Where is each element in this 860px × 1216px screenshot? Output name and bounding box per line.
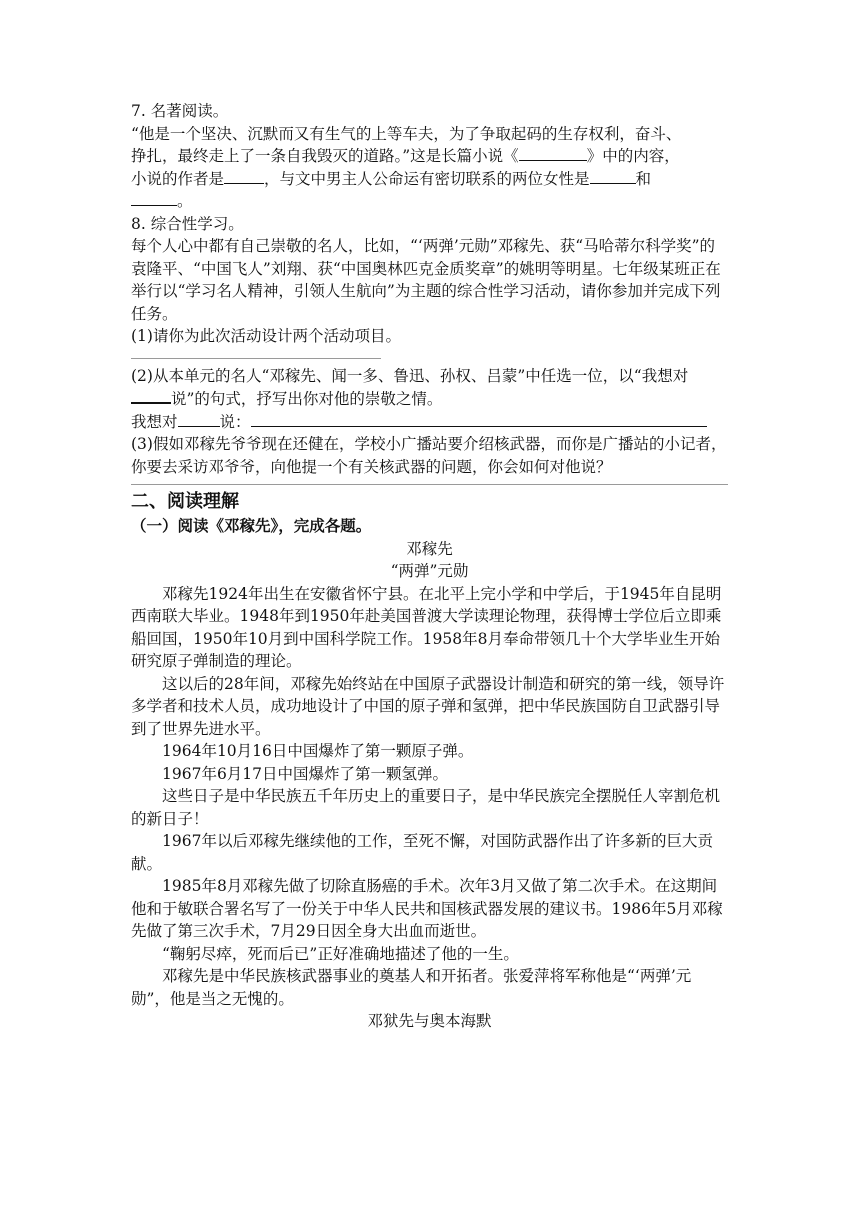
document-page	[131, 100, 728, 1033]
task-2-answer-blank[interactable]	[251, 411, 707, 427]
article-paragraph: 1964年10月16日中国爆炸了第一颗原子弹。	[162, 742, 474, 760]
question-8-title: 8. 综合性学习。	[131, 214, 244, 233]
article-paragraph: 邓稼先1924年出生在安徽省怀宁县。在北平上完小学和中学后，于1945年自昆明西南联大毕业。1948年到1950年赴美国普渡大学读理论物理，获得博士学位后立即乘船回国，1950年10月到中国科学院工作。1958年8月奉命带领几十个大学毕业生开始研究原子弹制造的理论。	[131, 584, 722, 670]
task-2-name-blank[interactable]	[131, 387, 171, 404]
question-8-task-2-answer: 我想对 说：	[131, 411, 728, 434]
article-paragraph: 1985年8月邓稼先做了切除直肠癌的手术。次年3月又做了第二次手术。在这期间他和于敏联合署名写了一份关于中华人民共和国核武器发展的建议书。1986年5月邓稼先做了第三次手术，7月29日因全身大出血而逝世。	[131, 877, 723, 940]
question-8-task-3: (3)假如邓稼先爷爷现在还健在，学校小广播站要介绍核武器，而你是广播站的小记者，你要去采访邓爷爷，向他提一个有关核武器的问题，你会如何对他说？	[131, 435, 727, 476]
article-paragraph: “鞠躬尽瘁，死而后已”正好准确地描述了他的一生。	[162, 944, 519, 963]
female-character-blank-2[interactable]	[131, 190, 177, 206]
female-character-blank-1[interactable]	[590, 168, 636, 184]
question-8-task-2: (2)从本单元的名人“邓稼先、闻一多、鲁迅、孙权、吕蒙”中任选一位，以“我想对说”的句式，抒写出你对他的崇敬之情。	[131, 366, 689, 408]
article-paragraph: 1967年6月17日中国爆炸了第一颗氢弹。	[162, 764, 449, 783]
article-next-subtitle: 邓狱先与奥本海默	[367, 1012, 492, 1030]
article-subtitle: “两弹”元勋	[390, 562, 469, 580]
task-2-answer-name-blank[interactable]	[178, 411, 220, 427]
section-subheading: （一）阅读《邓稼先》，完成各题。	[131, 516, 372, 535]
author-blank[interactable]	[224, 168, 264, 184]
question-7-line-2: 挣扎，最终走上了一条自我毁灭的道路。”这是长篇小说《 》中的内容，	[131, 147, 680, 165]
question-7-line-1: “他是一个坚决、沉默而又有生气的上等车夫，为了争取起码的生存权利，奋斗、	[131, 124, 682, 143]
question-8-task-1: (1)请你为此次活动设计两个活动项目。	[131, 327, 401, 345]
question-7-line-3: 小说的作者是 ，与文中男主人公命运有密切联系的两位女性是 和	[131, 169, 652, 188]
article-paragraph: 这以后的28年间，邓稼先始终站在中国原子武器设计制造和研究的第一线，领导许多学者和技术人员，成功地设计了中国的原子弹和氢弹，把中华民族国防自卫武器引导到了世界先进水平。	[131, 674, 725, 738]
article-paragraph: 邓稼先是中华民族核武器事业的奠基人和开拓者。张爱萍将军称他是“‘两弹’元勋”，他是当之无愧的。	[131, 967, 692, 1008]
question-7-line-4: 。	[131, 190, 728, 213]
section-heading: 二、阅读理解	[131, 491, 239, 512]
task-3-answer-line[interactable]	[131, 484, 728, 485]
article-paragraph: 这些日子是中华民族五千年历史上的重要日子，是中华民族完全摆脱任人宰割危机的新日子！	[131, 787, 721, 828]
article-title: 邓稼先	[406, 539, 453, 558]
article-paragraph: 1967年以后邓稼先继续他的工作，至死不懈，对国防武器作出了许多新的巨大贡献。	[131, 832, 713, 873]
question-7-title: 7. 名著阅读。	[131, 102, 229, 120]
question-8-intro: 每个人心中都有自己崇敬的名人，比如，“‘两弹’元勋”邓稼先、获“马哈蒂尔科学奖”的袁隆平、“中国飞人”刘翔、获“中国奥林匹克金质奖章”的姚明等明星。七年级某班正在举行以“学习名人精神，引领人生航向”为主题的综合性学习活动，请你参加并完成下列任务。	[131, 237, 721, 323]
novel-title-blank[interactable]	[519, 145, 587, 161]
task-1-answer-line[interactable]	[131, 358, 381, 359]
